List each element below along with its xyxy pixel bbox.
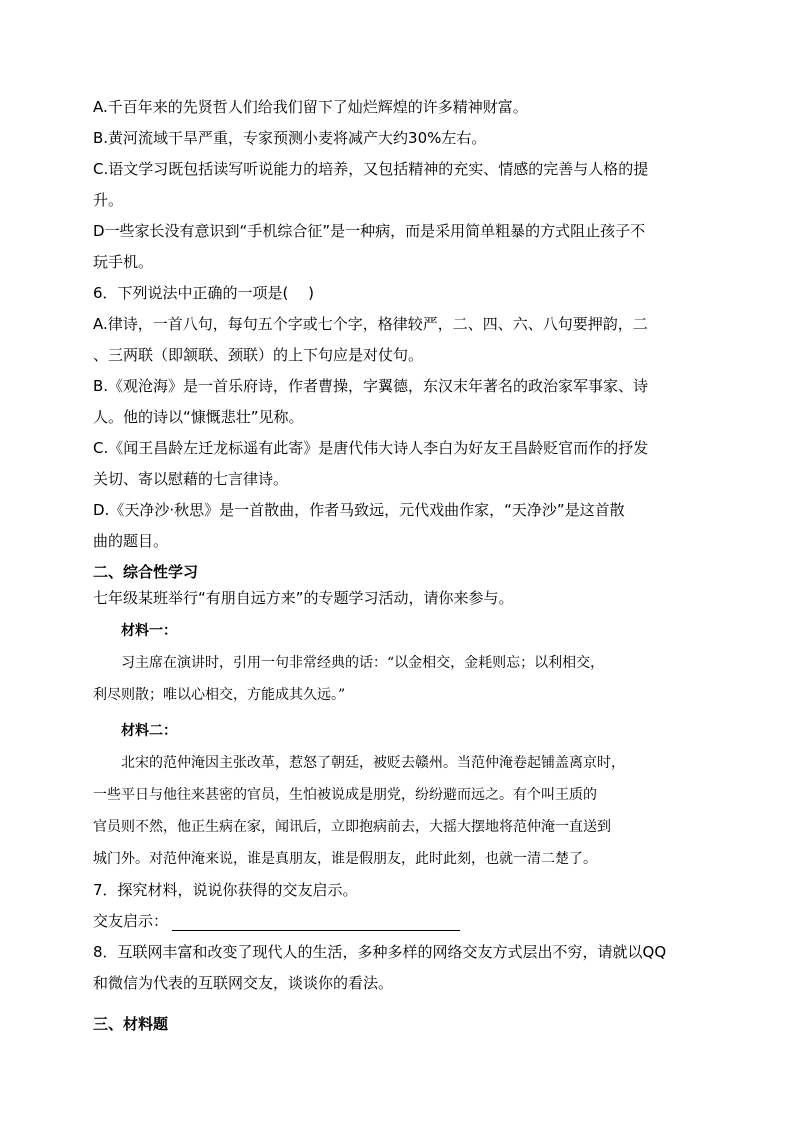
q6-option-d-line2: 曲的题目。	[93, 532, 169, 550]
section2-heading: 二、综合性学习	[93, 563, 199, 581]
q6-option-b-line2: 人。他的诗以“慷慨悲壮”见称。	[93, 408, 304, 426]
material2-line2: 一些平日与他往来甚密的官员，生怕被说成是朋党，纷纷避而远之。有个叫王质的	[93, 787, 597, 803]
q5-option-a: A.千百年来的先贤哲人们给我们留下了灿烂辉煌的许多精神财富。	[93, 98, 528, 116]
material2-title: 材料二：	[121, 723, 177, 739]
q7-answer-label: 交友启示：	[93, 912, 169, 930]
q5-option-c-line1: C.语文学习既包括读写听说能力的培养，又包括精神的充实、情感的完善与人格的提	[93, 160, 649, 178]
q6-option-a-line1: A.律诗，一首八句，每句五个字或七个字，格律较严，二、四、六、八句要押韵，二	[93, 315, 648, 333]
q8-line2: 和微信为代表的互联网交友，谈谈你的看法。	[93, 974, 394, 992]
q7-answer-blank[interactable]	[172, 910, 460, 931]
exam-page	[93, 92, 703, 1037]
q6-option-c-line2: 关切、寄以慰藉的七言律诗。	[93, 470, 289, 488]
q6-option-c-line1: C.《闻王昌龄左迁龙标遥有此寄》是唐代伟大诗人李白为好友王昌龄贬官而作的抒发	[93, 439, 649, 457]
material1-line1: 习主席在演讲时，引用一句非常经典的话：“以金相交，金耗则忘；以利相交，	[121, 655, 605, 671]
q6-option-b-line1: B.《观沧海》是一首乐府诗，作者曹操，字翼德，东汉末年著名的政治家军事家、诗	[93, 377, 649, 395]
material1-line2: 利尽则散；唯以心相交，方能成其久远。”	[93, 687, 346, 703]
q5-option-d-line1: D一些家长没有意识到“手机综合征”是一种病，而是采用简单粗暴的方式阻止孩子不	[93, 222, 646, 240]
material2-line4: 城门外。对范仲淹来说，谁是真朋友，谁是假朋友，此时此刻，也就一清二楚了。	[93, 851, 597, 867]
material2-line1: 北宋的范仲淹因主张改革，惹怒了朝廷，被贬去赣州。当范仲淹卷起铺盖离京时，	[121, 755, 625, 771]
q7-answer-row	[93, 906, 703, 937]
q7-stem: 7．探究材料，说说你获得的交友启示。	[93, 881, 358, 899]
section3-heading: 三、材料题	[93, 1015, 169, 1033]
q6-option-d-line1: D.《天净沙·秋思》是一首散曲，作者马致远，元代戏曲作家，“天净沙”是这首散	[93, 501, 625, 519]
material2-line3: 官员则不然，他正生病在家，闻讯后，立即抱病前去，大摇大摆地将范仲淹一直送到	[93, 819, 611, 835]
q5-option-c-line2: 升。	[93, 191, 124, 209]
material1-title: 材料一：	[121, 623, 177, 639]
q5-option-b: B.黄河流域干旱严重，专家预测小麦将减产大约30%左右。	[93, 129, 487, 147]
q8-line1: 8．互联网丰富和改变了现代人的生活，多种多样的网络交友方式层出不穷，请就以QQ	[93, 943, 667, 961]
q6-stem: 6．下列说法中正确的一项是( )	[93, 284, 315, 302]
q5-option-d-line2: 玩手机。	[93, 253, 154, 271]
q6-option-a-line2: 、三两联（即颔联、颈联）的上下句应是对仗句。	[93, 346, 424, 364]
section2-intro: 七年级某班举行“有朋自远方来”的专题学习活动，请你来参与。	[93, 589, 514, 607]
